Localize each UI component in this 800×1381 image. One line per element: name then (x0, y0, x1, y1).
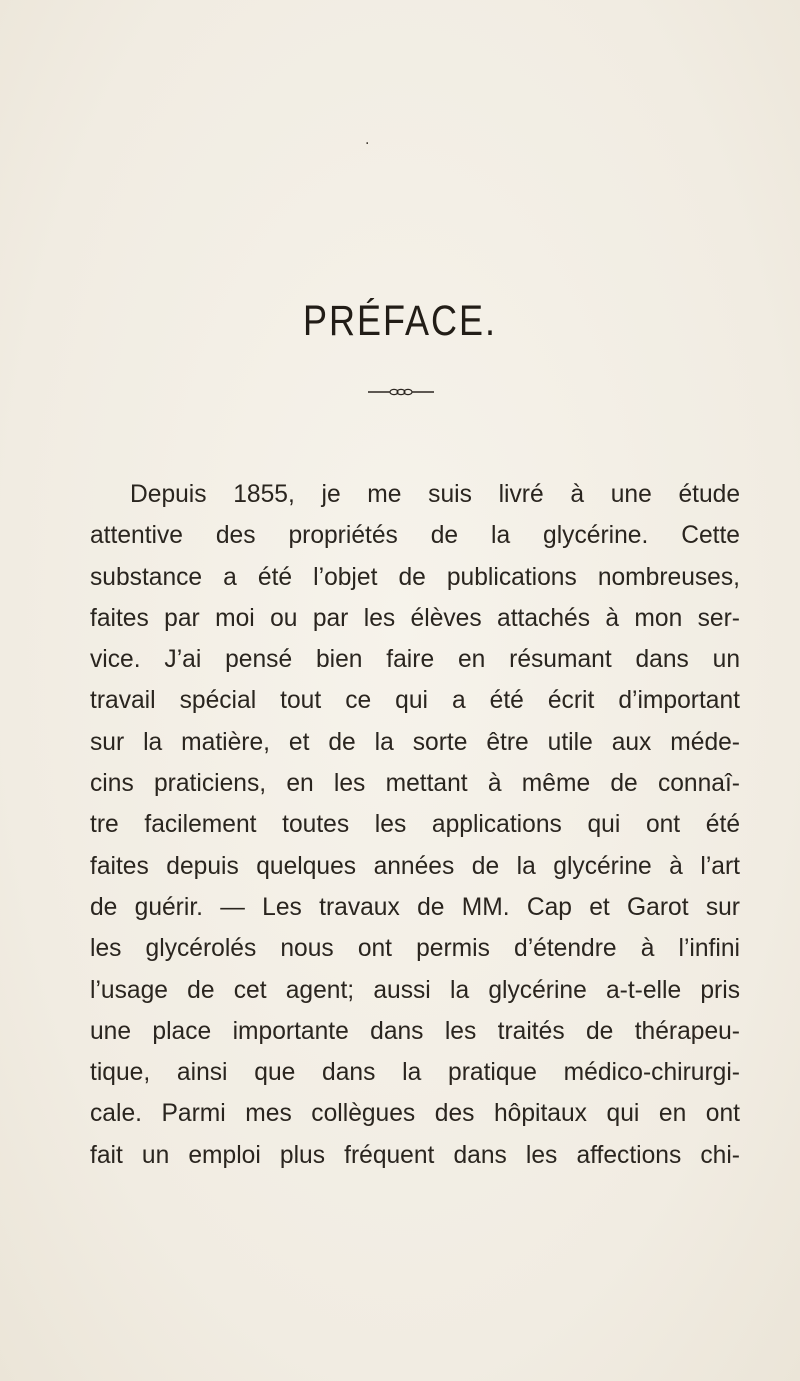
text-line: Depuis 1855, je me suis livré à une étude (130, 481, 740, 508)
text-line: cins praticiens, en les mettant à même de connaî- (90, 770, 740, 798)
text-line: tique, ainsi que dans la pratique médico-chirurgi- (90, 1059, 740, 1087)
text-line: attentive des propriétés de la glycérine. Cette (90, 522, 740, 550)
text-line: fait un emploi plus fréquent dans les affections chi- (90, 1141, 740, 1169)
text-line: l’usage de cet agent; aussi la glycérine a-t-elle pris (90, 976, 740, 1004)
ink-speck: · (365, 136, 370, 152)
text-line: substance a été l’objet de publications nombreuses, (90, 563, 740, 591)
page-title: PRÉFACE. (302, 296, 498, 345)
text-line: vice. J’ai pensé bien faire en résumant dans un (90, 646, 740, 674)
text-line: travail spécial tout ce qui a été écrit d’important (90, 687, 740, 715)
text-line: faites depuis quelques années de la glycérine à l’art (90, 852, 740, 880)
text-line: une place importante dans les traités de thérapeu- (90, 1017, 740, 1045)
ornament-rule-icon (368, 386, 434, 398)
body-paragraph (90, 474, 740, 1176)
text-line: les glycérolés nous ont permis d’étendre à l’infini (90, 935, 740, 963)
text-line: cale. Parmi mes collègues des hôpitaux qui en ont (90, 1100, 740, 1128)
text-line: faites par moi ou par les élèves attachés à mon ser- (90, 604, 740, 632)
text-line: sur la matière, et de la sorte être utile aux méde- (90, 728, 740, 756)
text-line: tre facilement toutes les applications qui ont été (90, 811, 740, 839)
text-line: de guérir. — Les travaux de MM. Cap et Garot sur (90, 893, 740, 921)
